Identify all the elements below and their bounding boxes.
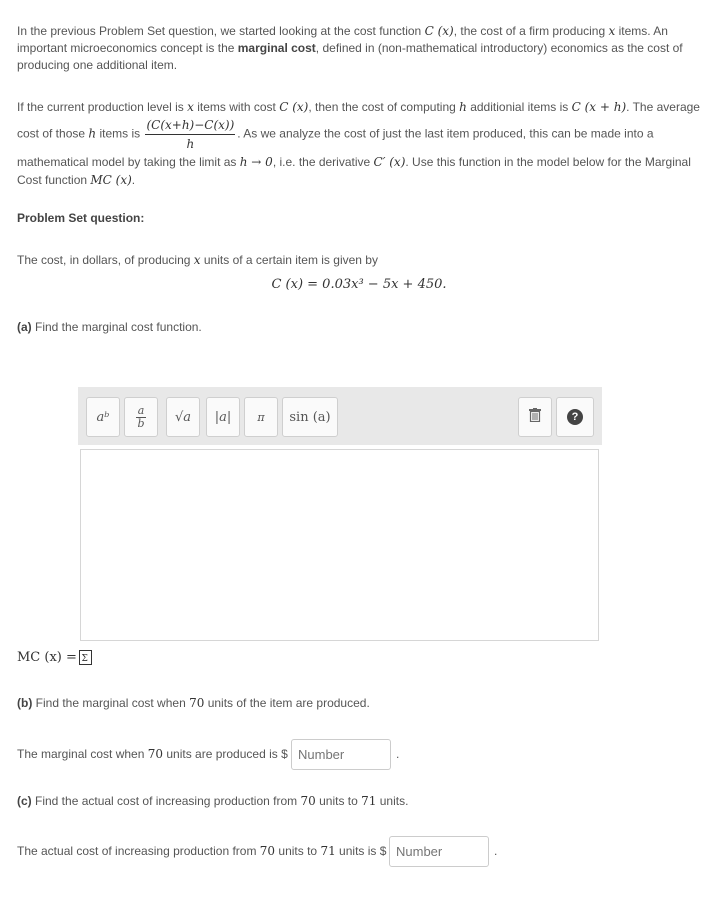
text: units of a certain item is given by <box>200 253 378 267</box>
part-a <box>17 319 701 336</box>
number-71: 71 <box>361 794 377 808</box>
fraction-button[interactable] <box>124 397 158 437</box>
fraction-denominator: h <box>186 137 195 151</box>
part-text: Find the marginal cost function. <box>31 320 202 334</box>
math-cxh: C (x + h) <box>571 100 627 114</box>
math-x: x <box>608 24 616 38</box>
text: . The average cost of those <box>17 100 700 141</box>
text: items is <box>96 126 144 141</box>
text: additionial items is <box>466 100 572 114</box>
part-text: units to <box>315 794 362 808</box>
mc-row <box>17 649 92 666</box>
marginal-cost-input[interactable] <box>291 739 391 770</box>
math-toolbar <box>78 387 602 445</box>
part-b <box>17 695 701 712</box>
text: The cost, in dollars, of producing <box>17 253 194 267</box>
part-text: units. <box>376 794 409 808</box>
power-button[interactable] <box>86 397 120 437</box>
fraction-icon-den: b <box>137 416 145 430</box>
cost-intro <box>17 252 701 269</box>
text: The marginal cost when <box>17 747 148 761</box>
answer-c-line <box>17 843 701 860</box>
text: If the current production level is <box>17 100 188 114</box>
text: units is $ <box>335 844 387 858</box>
part-label: (c) <box>17 794 32 808</box>
text: items with cost <box>193 100 280 114</box>
abs-button[interactable] <box>206 397 240 437</box>
math-cx: C (x) <box>279 100 309 114</box>
marginal-cost-term: marginal cost <box>237 41 316 55</box>
math-cx: C (x) <box>424 24 454 38</box>
part-text: Find the actual cost of increasing production from <box>31 794 301 808</box>
sin-icon: sin (a) <box>289 409 331 425</box>
problem-set-heading <box>17 210 701 227</box>
text: units to <box>275 844 321 858</box>
math-mc: MC (x) <box>90 173 132 187</box>
average-cost-fraction <box>145 116 235 153</box>
trash-icon <box>529 408 541 426</box>
math-x: x <box>193 253 201 267</box>
answer-c-suffix: . <box>494 844 498 858</box>
text: In the previous Problem Set question, we started looking at the cost function <box>17 24 425 38</box>
text: , i.e. the derivative <box>272 155 374 169</box>
clear-button[interactable] <box>518 397 552 437</box>
actual-cost-input[interactable] <box>389 836 489 867</box>
number-70: 70 <box>300 794 316 808</box>
text: units are produced is $ <box>163 747 288 761</box>
math-limit: h → 0 <box>239 155 273 169</box>
math-editor-area[interactable] <box>80 449 599 641</box>
power-icon: aᵇ <box>96 409 110 425</box>
intro-paragraph-2 <box>17 98 701 189</box>
fraction-icon-num: a <box>137 403 145 417</box>
pi-button[interactable] <box>244 397 278 437</box>
part-text: units of the item are produced. <box>204 696 370 710</box>
part-label: (a) <box>17 320 32 334</box>
help-button[interactable] <box>556 397 594 437</box>
text: . As we analyze the cost of just the last item produced, this can be made into a mathematical model by taking the limit as <box>17 126 654 169</box>
part-text: Find the marginal cost when <box>32 696 190 710</box>
intro-paragraph-1 <box>17 23 701 74</box>
text: items. An important microeconomics concept is the <box>17 24 668 55</box>
text: , the cost of a firm producing <box>453 24 609 38</box>
help-icon: ? <box>567 409 583 425</box>
text: . Use this function in the model below for the Marginal Cost function <box>17 155 691 187</box>
sigma-preview-icon[interactable] <box>79 650 92 665</box>
cost-formula: C (x) = 0.03x³ − 5x + 450. <box>271 277 447 292</box>
number-71: 71 <box>320 844 336 858</box>
part-label: (b) <box>17 696 33 710</box>
math-derivative: C′ (x) <box>373 155 406 169</box>
math-h: h <box>459 100 467 114</box>
text: The actual cost of increasing production from <box>17 844 260 858</box>
number-70: 70 <box>189 696 205 710</box>
number-70: 70 <box>259 844 276 858</box>
math-x: x <box>187 100 194 114</box>
number-70: 70 <box>147 747 164 761</box>
svg-text:Σ: Σ <box>81 654 88 664</box>
heading-text: Problem Set question: <box>17 211 145 225</box>
answer-b-suffix: . <box>396 747 400 761</box>
sqrt-icon: √a <box>174 409 192 425</box>
math-h: h <box>88 126 97 141</box>
fraction-numerator: (C(x+h)−C(x)) <box>145 116 235 135</box>
sin-button[interactable] <box>282 397 338 437</box>
text: . <box>131 173 136 187</box>
sqrt-button[interactable] <box>166 397 200 437</box>
part-c <box>17 793 701 810</box>
text: , defined in (non-mathematical introductory) economics as the cost of producing one additional item. <box>17 41 683 72</box>
mc-label: MC (x) = <box>17 650 77 665</box>
text: , then the cost of computing <box>308 100 460 114</box>
abs-icon: |a| <box>214 409 232 425</box>
pi-icon: π <box>257 410 265 424</box>
